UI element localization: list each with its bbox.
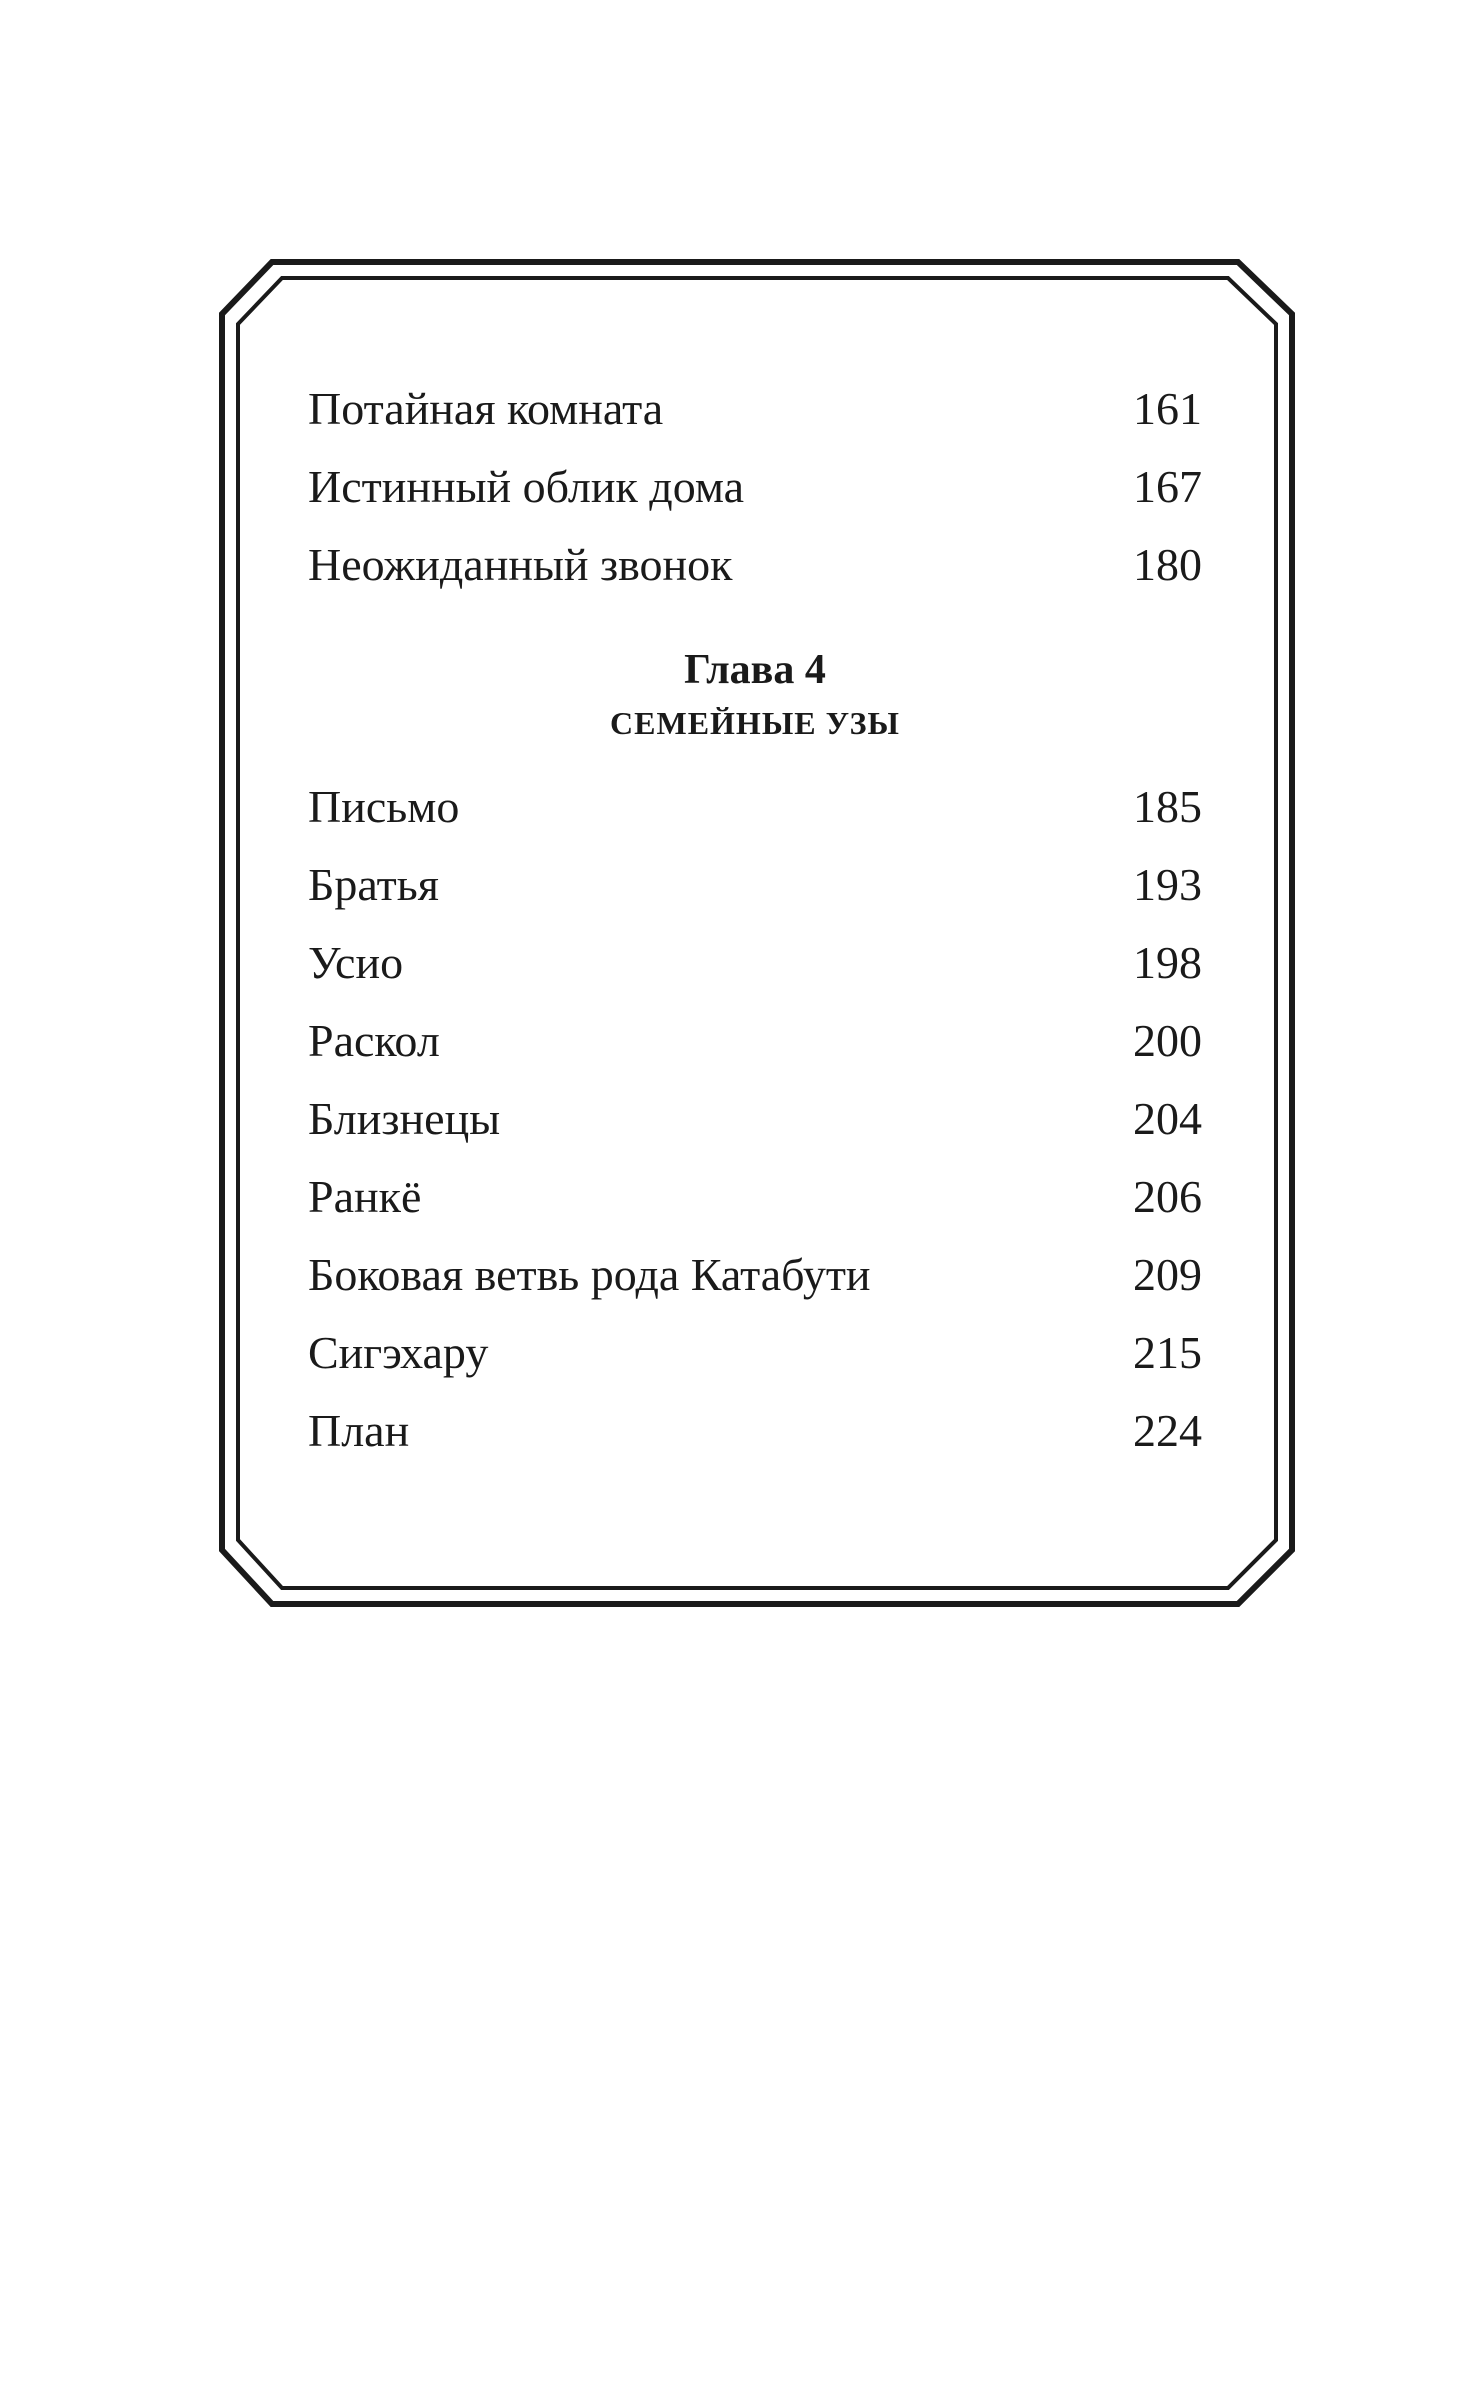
toc-entry-page: 215 <box>1133 1327 1202 1378</box>
toc-entry <box>308 768 1202 846</box>
toc-entry-page: 206 <box>1133 1171 1202 1222</box>
toc-entry-page: 193 <box>1133 859 1202 910</box>
toc-entry <box>308 1002 1202 1080</box>
toc-entry <box>308 1314 1202 1392</box>
toc-entry-title: Неожиданный звонок <box>308 539 733 590</box>
toc-entry-page: 185 <box>1133 781 1202 832</box>
chapter-heading <box>308 640 1202 746</box>
toc-entry-title: Истинный облик дома <box>308 461 745 512</box>
toc-entry-title: Сигэхару <box>308 1327 489 1378</box>
toc-entry-title: Раскол <box>308 1015 440 1066</box>
toc-entry <box>308 1080 1202 1158</box>
toc-entry-page: 209 <box>1133 1249 1202 1300</box>
toc-entry-title: Усио <box>308 937 404 988</box>
toc-entry-title: Ранкё <box>308 1171 422 1222</box>
toc-list-after <box>308 768 1202 1470</box>
toc-entry-page: 167 <box>1133 461 1202 512</box>
toc-list-before <box>308 370 1202 604</box>
toc-entry-page: 224 <box>1133 1405 1202 1456</box>
toc-entry <box>308 1392 1202 1470</box>
chapter-title: СЕМЕЙНЫЕ УЗЫ <box>610 705 900 741</box>
toc-entry-title: План <box>308 1405 410 1456</box>
toc-entry-title: Братья <box>308 859 439 910</box>
chapter-label: Глава 4 <box>684 647 826 693</box>
table-of-contents <box>308 370 1202 1470</box>
toc-entry <box>308 370 1202 448</box>
toc-entry-page: 200 <box>1133 1015 1202 1066</box>
toc-entry <box>308 924 1202 1002</box>
toc-entry-page: 204 <box>1133 1093 1202 1144</box>
toc-entry <box>308 448 1202 526</box>
toc-entry-page: 161 <box>1133 383 1202 434</box>
toc-entry-title: Потайная комната <box>308 383 664 434</box>
toc-entry <box>308 1158 1202 1236</box>
toc-entry-title: Письмо <box>308 781 460 832</box>
toc-entry-page: 198 <box>1133 937 1202 988</box>
toc-entry <box>308 846 1202 924</box>
toc-entry <box>308 526 1202 604</box>
toc-entry-title: Боковая ветвь рода Катабути <box>308 1249 871 1300</box>
toc-entry <box>308 1236 1202 1314</box>
toc-entry-page: 180 <box>1133 539 1202 590</box>
toc-entry-title: Близнецы <box>308 1093 501 1144</box>
